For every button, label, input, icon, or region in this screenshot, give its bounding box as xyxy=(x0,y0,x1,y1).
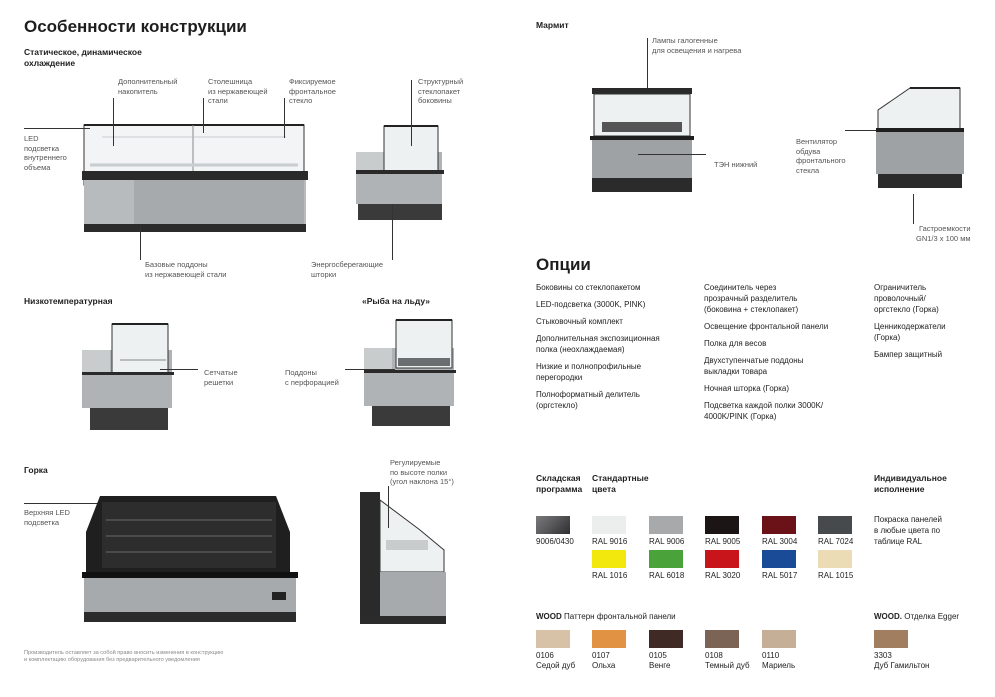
option-item xyxy=(536,282,696,293)
pointer-line xyxy=(24,128,90,129)
options-column-1 xyxy=(536,282,696,417)
ral-color-swatch xyxy=(592,516,626,534)
caption-line: по высоте полки xyxy=(390,467,448,477)
caption-line: Базовые поддоны xyxy=(145,260,208,269)
label-line: Стандартные xyxy=(592,473,649,483)
caption-line: Фиксируемое xyxy=(289,77,336,86)
caption-line: Лампы галогенные xyxy=(652,36,718,45)
custom-description xyxy=(874,514,942,547)
pointer-line xyxy=(411,80,412,146)
swatch-stock-label: 9006/0430 xyxy=(536,537,574,546)
ral-color-swatch xyxy=(705,516,739,534)
stock-program-label xyxy=(536,473,582,495)
wood-title-text: Паттерн фронтальной панели xyxy=(564,612,676,621)
ral-color-swatch-label: RAL 9005 xyxy=(705,537,741,546)
caption-line: стали xyxy=(208,96,228,105)
option-item-line: Полноформатный делитель xyxy=(536,390,640,399)
caption-tabletop xyxy=(208,77,268,106)
option-item xyxy=(874,282,984,315)
wood-pattern-title xyxy=(536,611,676,622)
ral-color-swatch xyxy=(762,516,796,534)
option-item xyxy=(536,299,696,310)
showcase-lowtemp-image xyxy=(80,322,176,434)
wood-swatch xyxy=(762,630,796,648)
caption-line: решетки xyxy=(204,377,234,387)
option-item-line: Подсветка каждой полки 3000K/ xyxy=(704,401,824,410)
ral-color-swatch xyxy=(649,550,683,568)
swatch-egger-name: Дуб Гамильтон xyxy=(874,661,930,670)
option-item-line: прозрачный разделитель xyxy=(704,294,798,303)
caption-halogen-lamps xyxy=(652,36,741,55)
section-fish-title: «Рыба на льду» xyxy=(362,296,431,306)
caption-side-glass xyxy=(418,77,463,106)
showcase-marmit-image xyxy=(588,86,696,198)
option-item-line: выкладки товара xyxy=(704,367,768,376)
description-line: таблице RAL xyxy=(874,537,923,546)
option-item-line: полка (неохлаждаемая) xyxy=(536,345,625,354)
caption-mesh-grids xyxy=(204,368,238,387)
option-item-line: Освещение фронтальной панели xyxy=(704,322,829,331)
egger-title xyxy=(874,611,959,622)
pointer-line xyxy=(140,226,141,260)
pointer-line xyxy=(284,98,285,138)
disclaimer-line: и комплектацию оборудования без предварительного уведомления xyxy=(24,657,200,663)
option-item-line: Двухступенчатые поддоны xyxy=(704,356,804,365)
option-item xyxy=(704,282,860,315)
ral-color-swatch-label: RAL 1016 xyxy=(592,571,628,580)
option-item-line: проволочный/ xyxy=(874,294,926,303)
ral-color-swatch-label: RAL 9006 xyxy=(649,537,685,546)
showcase-gorka-side-image xyxy=(358,490,450,630)
egger-title-text: Отделка Egger xyxy=(904,612,960,621)
disclaimer xyxy=(24,650,223,664)
caption-line: стекла xyxy=(796,165,820,175)
caption-line: накопитель xyxy=(118,86,158,96)
ral-color-swatch xyxy=(592,550,626,568)
wood-swatch-name: Ольха xyxy=(592,661,616,670)
label-line: Складская xyxy=(536,473,581,483)
option-item-line: Полка для весов xyxy=(704,339,767,348)
label-line: программа xyxy=(536,484,583,494)
wood-title-bold: WOOD xyxy=(536,612,562,621)
caption-bottom-heater: ТЭН нижний xyxy=(714,160,758,169)
option-item-line: Бампер защитный xyxy=(874,350,943,359)
wood-swatch xyxy=(536,630,570,648)
label-line: исполнение xyxy=(874,484,925,494)
option-item xyxy=(704,355,860,377)
caption-adjustable-shelves xyxy=(390,458,454,487)
caption-line: Вентилятор xyxy=(796,137,838,146)
ral-color-swatch-label: RAL 5017 xyxy=(762,571,798,580)
pointer-line xyxy=(345,369,395,370)
caption-base-trays xyxy=(145,260,226,279)
caption-line: стеклопакет xyxy=(418,86,461,96)
section-low-temp-title: Низкотемпературная xyxy=(24,296,113,306)
caption-line: шторки xyxy=(311,269,337,279)
option-item xyxy=(536,389,696,411)
option-item-line: Ночная шторка (Горка) xyxy=(704,384,790,393)
caption-line: Верхняя LED xyxy=(24,508,70,517)
showcase-gorka-image xyxy=(76,492,304,628)
wood-swatch-code: 0110 xyxy=(762,651,780,660)
ral-color-swatch xyxy=(818,550,852,568)
caption-top-led xyxy=(24,508,70,527)
caption-line: Столешница xyxy=(208,77,253,86)
custom-label xyxy=(874,473,947,495)
option-item xyxy=(874,349,984,360)
ral-color-swatch-label: RAL 1015 xyxy=(818,571,854,580)
options-column-2 xyxy=(704,282,860,428)
caption-line: Сетчатые xyxy=(204,368,238,377)
caption-line: Структурный xyxy=(418,77,464,86)
caption-line: с перфорацией xyxy=(285,377,339,387)
disclaimer-line: Производитель оставляет за собой право вносить изменения в конструкцию xyxy=(24,650,224,656)
option-item-line: (Горка) xyxy=(874,333,901,342)
option-item-line: (боковина + стеклопакет) xyxy=(704,305,799,314)
option-item xyxy=(704,383,860,394)
ral-color-swatch xyxy=(705,550,739,568)
wood-swatch xyxy=(649,630,683,648)
showcase-fish-image xyxy=(362,318,458,430)
wood-swatch-code: 0108 xyxy=(705,651,723,660)
caption-line: для освещения и нагрева xyxy=(652,45,742,55)
ral-color-swatch xyxy=(762,550,796,568)
caption-line: фронтального xyxy=(796,156,846,165)
pointer-line xyxy=(113,98,114,146)
caption-line: Гастроемкости xyxy=(918,224,971,233)
caption-line: внутреннего xyxy=(24,153,67,162)
wood-swatch-name: Венге xyxy=(649,661,671,670)
label-line: Индивидуальное xyxy=(874,473,947,483)
section-title-line: Статическое, динамическое xyxy=(24,47,142,57)
option-item-line: Низкие и полнопрофильные xyxy=(536,362,642,371)
label-line: цвета xyxy=(592,484,616,494)
caption-line: (угол наклона 15°) xyxy=(390,477,454,486)
description-line: в любые цвета по xyxy=(874,526,941,535)
option-item-line: Ограничитель xyxy=(874,283,927,292)
options-column-3 xyxy=(874,282,984,366)
option-item-line: Боковины со стеклопакетом xyxy=(536,283,641,292)
wood-swatch-code: 0106 xyxy=(536,651,554,660)
option-item xyxy=(536,361,696,383)
caption-line: Энергосберегающие xyxy=(311,260,383,269)
caption-line: стекло xyxy=(289,96,313,105)
standard-colors-label xyxy=(592,473,649,495)
caption-perforated-trays xyxy=(285,368,339,387)
option-item-line: оргстекло (Горка) xyxy=(874,305,939,314)
option-item-line: 4000K/PINK (Горка) xyxy=(704,412,777,421)
showcase-marmit-side-image xyxy=(874,86,966,194)
caption-line: GN1/3 x 100 мм xyxy=(916,233,971,243)
wood-swatch-name: Седой дуб xyxy=(536,661,576,670)
wood-swatch-name: Темный дуб xyxy=(705,661,750,670)
wood-swatch-code: 0105 xyxy=(649,651,667,660)
ral-color-swatch-label: RAL 6018 xyxy=(649,571,685,580)
description-line: Покраска панелей xyxy=(874,515,942,524)
wood-swatch xyxy=(592,630,626,648)
showcase-side-image xyxy=(354,122,446,230)
section-title-line: охлаждение xyxy=(24,58,76,68)
caption-line: обдува xyxy=(796,146,821,156)
caption-led xyxy=(24,134,67,172)
option-item-line: Ценникодержатели xyxy=(874,322,946,331)
swatch-egger-code: 3303 xyxy=(874,651,892,660)
option-item-line: LED-подсветка (3000K, PINK) xyxy=(536,300,646,309)
pointer-line xyxy=(392,205,393,260)
swatch-stock xyxy=(536,516,570,534)
caption-line: фронтальное xyxy=(289,86,336,96)
swatch-egger xyxy=(874,630,908,648)
caption-line: подсветка xyxy=(24,517,60,527)
caption-curtains xyxy=(311,260,383,279)
caption-line: Регулируемые xyxy=(390,458,441,467)
ral-color-swatch-label: RAL 7024 xyxy=(818,537,854,546)
ral-color-swatch xyxy=(649,516,683,534)
caption-accumulator xyxy=(118,77,177,96)
ral-color-swatch-label: RAL 9016 xyxy=(592,537,628,546)
option-item-line: (оргстекло) xyxy=(536,401,578,410)
option-item xyxy=(704,338,860,349)
wood-swatch-name: Мариель xyxy=(762,661,796,670)
caption-line: подсветка xyxy=(24,143,60,153)
caption-line: объема xyxy=(24,162,51,172)
option-item xyxy=(536,316,696,327)
pointer-line xyxy=(203,98,204,133)
caption-line: из нержавеющей xyxy=(208,86,268,96)
page-title: Особенности конструкции xyxy=(24,17,247,36)
option-item-line: перегородки xyxy=(536,373,583,382)
caption-fan xyxy=(796,137,846,175)
option-item xyxy=(704,400,860,422)
pointer-line xyxy=(638,154,706,155)
ral-color-swatch-label: RAL 3004 xyxy=(762,537,798,546)
section-gorka-title: Горка xyxy=(24,465,48,475)
option-item-line: Стыковочный комплект xyxy=(536,317,623,326)
options-title: Опции xyxy=(536,255,591,274)
section-marmit-title: Мармит xyxy=(536,20,569,30)
caption-line: Поддоны xyxy=(285,368,317,377)
ral-color-swatch xyxy=(818,516,852,534)
pointer-line xyxy=(388,486,389,528)
wood-swatch-code: 0107 xyxy=(592,651,610,660)
caption-line: Дополнительный xyxy=(118,77,178,86)
pointer-line xyxy=(913,194,914,224)
section-static-cooling-title xyxy=(24,47,142,69)
option-item-line: Дополнительная экспозиционная xyxy=(536,334,660,343)
caption-line: из нержавеющей стали xyxy=(145,269,227,279)
option-item xyxy=(704,321,860,332)
caption-front-glass xyxy=(289,77,336,106)
option-item xyxy=(536,333,696,355)
caption-line: боковины xyxy=(418,96,452,105)
pointer-line xyxy=(160,369,198,370)
caption-gn-containers xyxy=(916,224,971,243)
caption-line: LED xyxy=(24,134,39,143)
option-item-line: Соединитель через xyxy=(704,283,777,292)
egger-title-bold: WOOD. xyxy=(874,612,902,621)
wood-swatch xyxy=(705,630,739,648)
ral-color-swatch-label: RAL 3020 xyxy=(705,571,741,580)
option-item xyxy=(874,321,984,343)
